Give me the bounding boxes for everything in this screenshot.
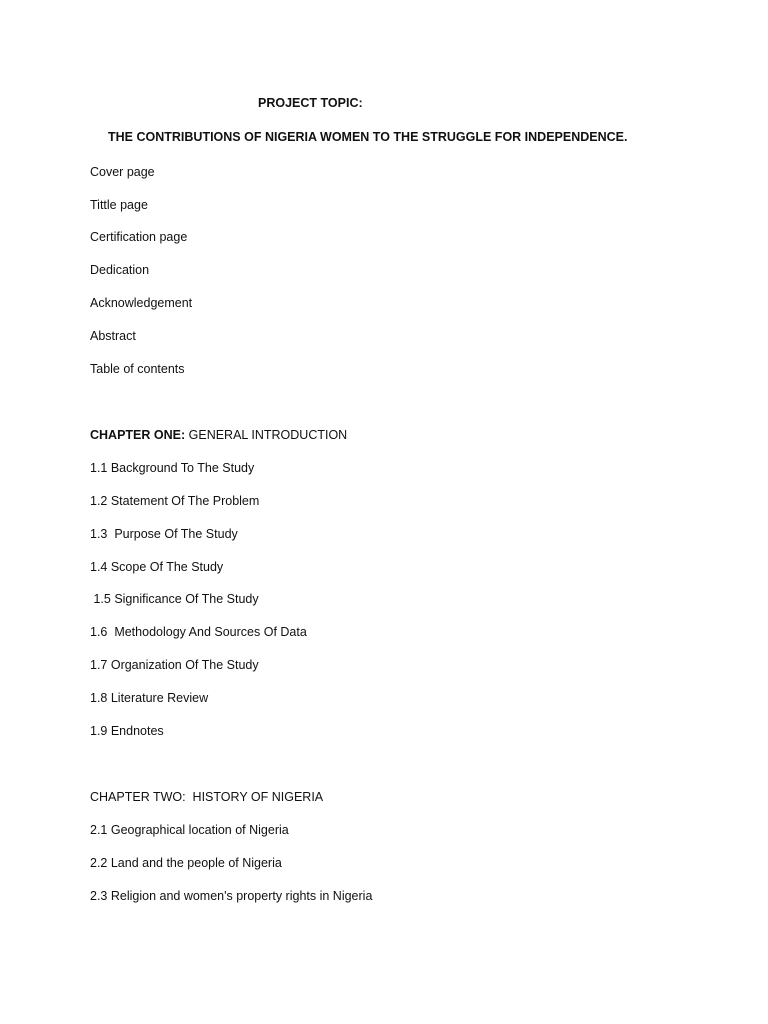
toc-item-table-of-contents: Table of contents <box>90 362 185 376</box>
toc-item-dedication: Dedication <box>90 263 150 277</box>
toc-item-abstract: Abstract <box>90 329 136 343</box>
section-1-7: 1.7 Organization Of The Study <box>90 658 259 672</box>
chapter-one-label: CHAPTER ONE: <box>90 428 186 442</box>
section-2-3: 2.3 Religion and women's property rights in Nigeria <box>90 889 373 903</box>
section-1-8: 1.8 Literature Review <box>90 691 209 705</box>
toc-item-acknowledgement: Acknowledgement <box>90 296 193 310</box>
project-title: THE CONTRIBUTIONS OF NIGERIA WOMEN TO THE STRUGGLE FOR INDEPENDENCE. <box>108 130 628 144</box>
section-2-1: 2.1 Geographical location of Nigeria <box>90 823 289 837</box>
chapter-two-heading: CHAPTER TWO: HISTORY OF NIGERIA <box>90 790 324 804</box>
chapter-one-heading <box>90 427 347 443</box>
toc-item-certification-page: Certification page <box>90 230 188 244</box>
project-topic-label: PROJECT TOPIC: <box>258 96 363 110</box>
section-1-9: 1.9 Endnotes <box>90 724 164 738</box>
section-1-3: 1.3 Purpose Of The Study <box>90 527 238 541</box>
section-1-6: 1.6 Methodology And Sources Of Data <box>90 625 307 639</box>
section-1-1: 1.1 Background To The Study <box>90 461 255 475</box>
section-2-2: 2.2 Land and the people of Nigeria <box>90 856 282 870</box>
section-1-5: 1.5 Significance Of The Study <box>90 592 259 606</box>
chapter-one-title: GENERAL INTRODUCTION <box>185 428 348 442</box>
section-1-4: 1.4 Scope Of The Study <box>90 560 224 574</box>
toc-item-cover-page: Cover page <box>90 165 155 179</box>
toc-item-title-page: Tittle page <box>90 198 148 212</box>
section-1-2: 1.2 Statement Of The Problem <box>90 494 260 508</box>
